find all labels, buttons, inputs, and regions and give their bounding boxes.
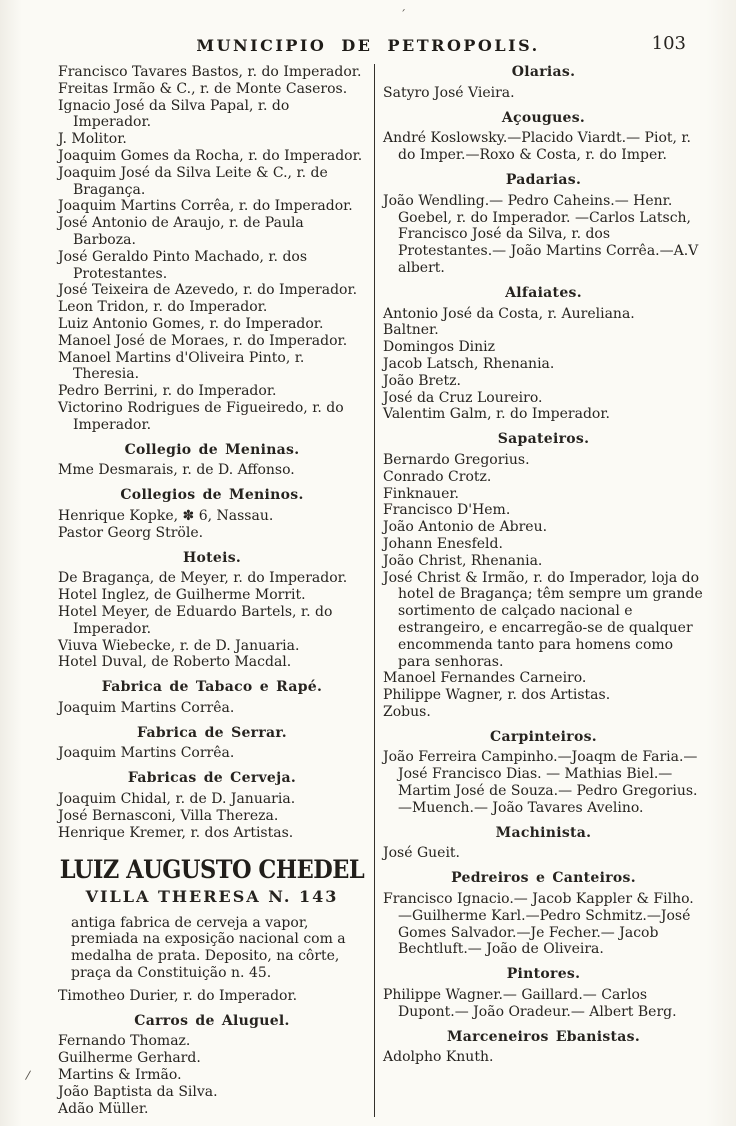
- section-heading: Pedreiros e Canteiros.: [451, 870, 636, 887]
- directory-entry: Freitas Irmão & C., r. de Monte Caseros.: [58, 80, 348, 97]
- directory-entry: João Baptista da Silva.: [58, 1083, 218, 1100]
- section-heading: Padarias.: [505, 171, 582, 188]
- section-heading: Fabrica de Tabaco e Rapé.: [101, 679, 323, 696]
- directory-entry: João Antonio de Abreu.: [383, 519, 548, 536]
- directory-entry: José Geraldo Pinto Machado, r. dos Protestantes.: [58, 248, 308, 282]
- directory-entry: Joaquim Martins Corrêa, r. do Imperador.: [58, 198, 353, 215]
- directory-entry: Manoel Fernandes Carneiro.: [383, 670, 587, 687]
- directory-entry: Timotheo Durier, r. do Imperador.: [58, 987, 298, 1004]
- directory-entry: Adão Müller.: [58, 1100, 149, 1117]
- ad-text: antiga fabrica de cerveja a vapor, premiada na exposição nacional com a medalha de prata. Deposito, na côrte, praça da Constituição n. 45.: [71, 914, 346, 982]
- directory-entry: Victorino Rodrigues de Figueiredo, r. do Imperador.: [58, 399, 344, 433]
- section-heading: Marceneiros Ebanistas.: [446, 1028, 641, 1045]
- directory-entry: Joaquim Chidal, r. de D. Januaria.: [58, 791, 296, 808]
- section-heading: Açougues.: [501, 109, 586, 126]
- directory-entry: André Koslowsky.—Placido Viardt.— Piot, r. do Imper.—Roxo & Costa, r. do Imper.: [383, 130, 691, 164]
- directory-entry: Francisco Ignacio.— Jacob Kappler & Filho.—Guilherme Karl.—Pedro Schmitz.—José Gomes Salvador.—Je Fecher.— Jacob Bechtluft.— João de Oliveira.: [383, 891, 694, 958]
- directory-entry: Ignacio José da Silva Papal, r. do Imperador.: [58, 97, 290, 131]
- directory-entry: Manoel José de Moraes, r. do Imperador.: [58, 332, 348, 349]
- directory-entry: Baltner.: [383, 322, 439, 339]
- directory-entry: Zobus.: [383, 703, 431, 720]
- directory-entry: José Antonio de Araujo, r. de Paula Barboza.: [58, 215, 304, 248]
- ad-subtitle: VILLA THERESA N. 143: [85, 887, 339, 907]
- left-column: [58, 64, 374, 1117]
- directory-entry: Adolpho Knuth.: [383, 1049, 494, 1066]
- directory-entry: Johann Enesfeld.: [383, 535, 503, 552]
- directory-entry: José Bernasconi, Villa Thereza.: [58, 807, 279, 824]
- directory-entry: Philippe Wagner.— Gaillard.— Carlos Dupont.— João Oradeur.— Albert Berg.: [383, 987, 677, 1020]
- section-heading: Pintores.: [506, 966, 581, 983]
- directory-entry: Luiz Antonio Gomes, r. do Imperador.: [58, 315, 324, 332]
- section-heading: Alfaiates.: [505, 284, 582, 301]
- directory-entry: Fernando Thomaz.: [58, 1033, 191, 1050]
- directory-columns: [58, 64, 704, 1117]
- section-heading: Olarias.: [511, 64, 576, 80]
- directory-entry: Manoel Martins d'Oliveira Pinto, r. Theresia.: [58, 349, 305, 383]
- section-heading: Carros de Aluguel.: [134, 1012, 290, 1029]
- directory-entry: Satyro José Vieira.: [383, 84, 515, 101]
- directory-entry: José Teixeira de Azevedo, r. do Imperador.: [58, 282, 358, 299]
- directory-entry: J. Molitor.: [58, 131, 127, 148]
- scan-speck-top: ´: [400, 8, 406, 22]
- ad-title: LUIZ AUGUSTO CHEDEL: [59, 855, 365, 885]
- directory-entry: José da Cruz Loureiro.: [383, 389, 543, 406]
- directory-entry: José Christ & Irmão, r. do Imperador, loja do hotel de Bragança; têm sempre um grande sortimento de calçado nacional e estrangeiro, e encarregão-se de qualquer encommenda tanto para homens como para senhoras.: [383, 569, 703, 670]
- directory-entry: João Wendling.— Pedro Caheins.— Henr. Goebel, r. do Imperador. —Carlos Latsch, Francisco José da Silva, r. dos Protestantes.— João Martins Corrêa.—A.V albert.: [383, 192, 699, 276]
- directory-entry: Martins & Irmão.: [58, 1067, 182, 1084]
- directory-entry: Jacob Latsch, Rhenania.: [383, 355, 555, 372]
- directory-entry: Pastor Georg Ströle.: [58, 524, 204, 541]
- directory-entry: Henrique Kopke, ✽ 6, Nassau.: [58, 507, 274, 524]
- section-heading: Hoteis.: [182, 549, 242, 566]
- directory-entry: Hotel Inglez, de Guilherme Morrit.: [58, 587, 306, 604]
- directory-entry: Pedro Berrini, r. do Imperador.: [58, 383, 277, 400]
- directory-entry: Antonio José da Costa, r. Aureliana.: [383, 305, 635, 322]
- directory-entry: João Ferreira Campinho.—Joaqm de Faria.— José Francisco Dias. — Mathias Biel.— Martim José de Souza.— Pedro Gregorius.—Muench.— João Tavares Avelino.: [383, 749, 698, 816]
- page-title: MUNICIPIO DE PETROPOLIS.: [196, 36, 540, 55]
- section-heading: Collegio de Meninas.: [124, 441, 300, 458]
- directory-entry: João Christ, Rhenania.: [383, 552, 543, 569]
- section-heading: Carpinteiros.: [490, 728, 597, 745]
- directory-entry: Joaquim José da Silva Leite & C., r. de Bragança.: [58, 164, 328, 198]
- directory-entry: Henrique Kremer, r. dos Artistas.: [58, 824, 294, 841]
- directory-entry: Mme Desmarais, r. de D. Affonso.: [58, 462, 295, 479]
- directory-entry: Viuva Wiebecke, r. de D. Januaria.: [58, 637, 300, 654]
- directory-entry: Bernardo Gregorius.: [383, 451, 530, 468]
- page-number: 103: [651, 33, 686, 54]
- directory-entry: Finknauer.: [383, 485, 459, 502]
- directory-entry: Joaquim Martins Corrêa.: [58, 699, 235, 716]
- directory-entry: Leon Tridon, r. do Imperador.: [58, 299, 268, 316]
- directory-entry: Philippe Wagner, r. dos Artistas.: [383, 687, 611, 704]
- directory-entry: José Gueit.: [383, 845, 460, 862]
- directory-entry: Valentim Galm, r. do Imperador.: [383, 406, 610, 423]
- section-heading: Sapateiros.: [497, 431, 590, 448]
- section-heading: Machinista.: [495, 824, 592, 841]
- directory-entry: De Bragança, de Meyer, r. do Imperador.: [58, 570, 348, 587]
- section-heading: Collegios de Meninos.: [120, 487, 304, 504]
- scan-speck-bottom: ∕: [24, 1067, 32, 1083]
- directory-entry: Francisco Tavares Bastos, r. do Imperador.: [58, 64, 362, 80]
- directory-entry: Conrado Crotz.: [383, 468, 492, 485]
- directory-entry: Hotel Meyer, de Eduardo Bartels, r. do Imperador.: [58, 603, 333, 637]
- directory-entry: Joaquim Gomes da Rocha, r. do Imperador.: [58, 147, 363, 164]
- directory-entry: Domingos Diniz: [383, 339, 496, 356]
- directory-entry: João Bretz.: [383, 372, 461, 389]
- directory-entry: Joaquim Martins Corrêa.: [58, 745, 235, 762]
- directory-entry: Guilherme Gerhard.: [58, 1050, 201, 1067]
- section-heading: Fabrica de Serrar.: [137, 724, 287, 741]
- directory-entry: Francisco D'Hem.: [383, 502, 511, 519]
- directory-entry: Hotel Duval, de Roberto Macdal.: [58, 654, 292, 671]
- section-heading: Fabricas de Cerveja.: [127, 770, 297, 787]
- page-header: [0, 36, 736, 55]
- right-column: [374, 64, 704, 1117]
